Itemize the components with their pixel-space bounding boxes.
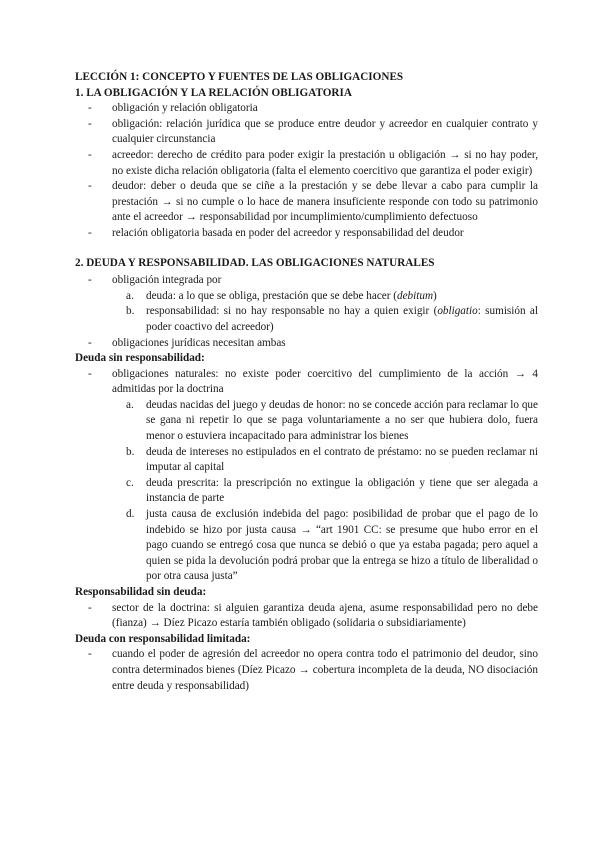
latin-term-debitum: debitum xyxy=(397,289,434,302)
sub-list xyxy=(112,289,538,336)
deuda-sin-list xyxy=(75,367,538,585)
sub-list-item: a. deuda: a lo que se obliga, prestación que se debe hacer (debitum) xyxy=(146,289,538,305)
list-item: - cuando el poder de agresión del acreedor no opera contra todo el patrimonio del deudor, sino contra determinados bienes (Díez Picazo → cobertura incompleta de la deuda, NO disociación entre deuda y responsabilidad) xyxy=(112,647,538,694)
sub-marker: b. xyxy=(126,445,135,458)
sub-list xyxy=(112,398,538,585)
section-1-heading: 1. LA OBLIGACIÓN Y LA RELACIÓN OBLIGATORIA xyxy=(75,86,352,99)
section-2-list xyxy=(75,273,538,351)
section-2-heading: 2. DEUDA Y RESPONSABILIDAD. LAS OBLIGACIONES NATURALES xyxy=(75,256,435,269)
list-item: - obligación: relación jurídica que se produce entre deudor y acreedor en cualquier contrato y cualquier circunstancia xyxy=(112,117,538,148)
lesson-title: LECCIÓN 1: CONCEPTO Y FUENTES DE LAS OBLIGACIONES xyxy=(75,71,404,83)
list-item: - deudor: deber o deuda que se ciñe a la prestación y se debe llevar a cabo para cumplir la prestación → si no cumple o lo hace de manera insuficiente responde con todo su patrimonio ante el acreedor → responsabilidad por incumplimiento/cumplimiento defectuoso xyxy=(112,179,538,226)
list-item: - sector de la doctrina: si alguien garantiza deuda ajena, asume responsabilidad pero no debe (fianza) → Díez Picazo estaría también obligado (solidaria o subsidiariamente) xyxy=(112,601,538,632)
list-item xyxy=(112,367,538,585)
deuda-limitada-heading: Deuda con responsabilidad limitada: xyxy=(75,632,251,645)
resp-sin-list xyxy=(75,601,538,632)
deuda-limitada-list xyxy=(75,647,538,694)
sub-marker: a. xyxy=(126,398,134,411)
sub-list-item: d. justa causa de exclusión indebida del pago: posibilidad de probar que el pago de lo indebido se hizo por justa causa → “art 1901 CC: se presume que hubo error en el pago cuando se entregó cosa que nunca se debió o que ya estaba pagada; pero aquel a quien se pida la devolución podrá probar que la entrega se hizo a título de liberalidad o por otra causa justa” xyxy=(126,508,538,583)
list-item-text: obligaciones naturales: no existe poder coercitivo del cumplimiento de la acción → 4 admitidas por la doctrina xyxy=(112,367,538,396)
list-item xyxy=(112,273,538,335)
responsabilidad-sin-deuda-heading: Responsabilidad sin deuda: xyxy=(75,586,207,598)
sub-list-item: b. deuda de intereses no estipulados en el contrato de préstamo: no se pueden reclamar ni imputar al capital xyxy=(126,445,538,474)
sub-marker: a. xyxy=(126,289,134,302)
sub-marker: d. xyxy=(126,508,135,521)
list-item: - obligación y relación obligatoria xyxy=(112,101,538,117)
latin-term-obligatio: obligatio xyxy=(437,305,478,318)
sub-list-item: b. responsabilidad: si no hay responsable no hay a quien exigir (obligatio: sumisión al poder coactivo del acreedor) xyxy=(126,305,538,333)
list-item: - relación obligatoria basada en poder del acreedor y responsabilidad del deudor xyxy=(112,226,538,242)
list-item: - obligaciones jurídicas necesitan ambas xyxy=(112,336,538,352)
sub-marker: c. xyxy=(126,476,134,489)
section-1-list xyxy=(75,101,538,241)
sub-list-item: a. deudas nacidas del juego y deudas de honor: no se concede acción para reclamar lo que se gana ni repetir lo que se paga voluntariamente a no ser que hubiera dolo, fuera menor o estuviera incapacitado para administrar los bienes xyxy=(126,398,538,443)
list-item: - acreedor: derecho de crédito para poder exigir la prestación u obligación → si no hay poder, no existe dicha relación obligatoria (falta el elemento coercitivo que garantiza el poder exigir) xyxy=(112,148,538,179)
deuda-sin-responsabilidad-heading: Deuda sin responsabilidad: xyxy=(75,352,205,365)
list-item-text: obligación integrada por xyxy=(112,274,222,287)
sub-marker: b. xyxy=(126,305,135,318)
sub-list-item: c. deuda prescrita: la prescripción no extingue la obligación y tiene que ser alegada a instancia de parte xyxy=(126,476,538,505)
